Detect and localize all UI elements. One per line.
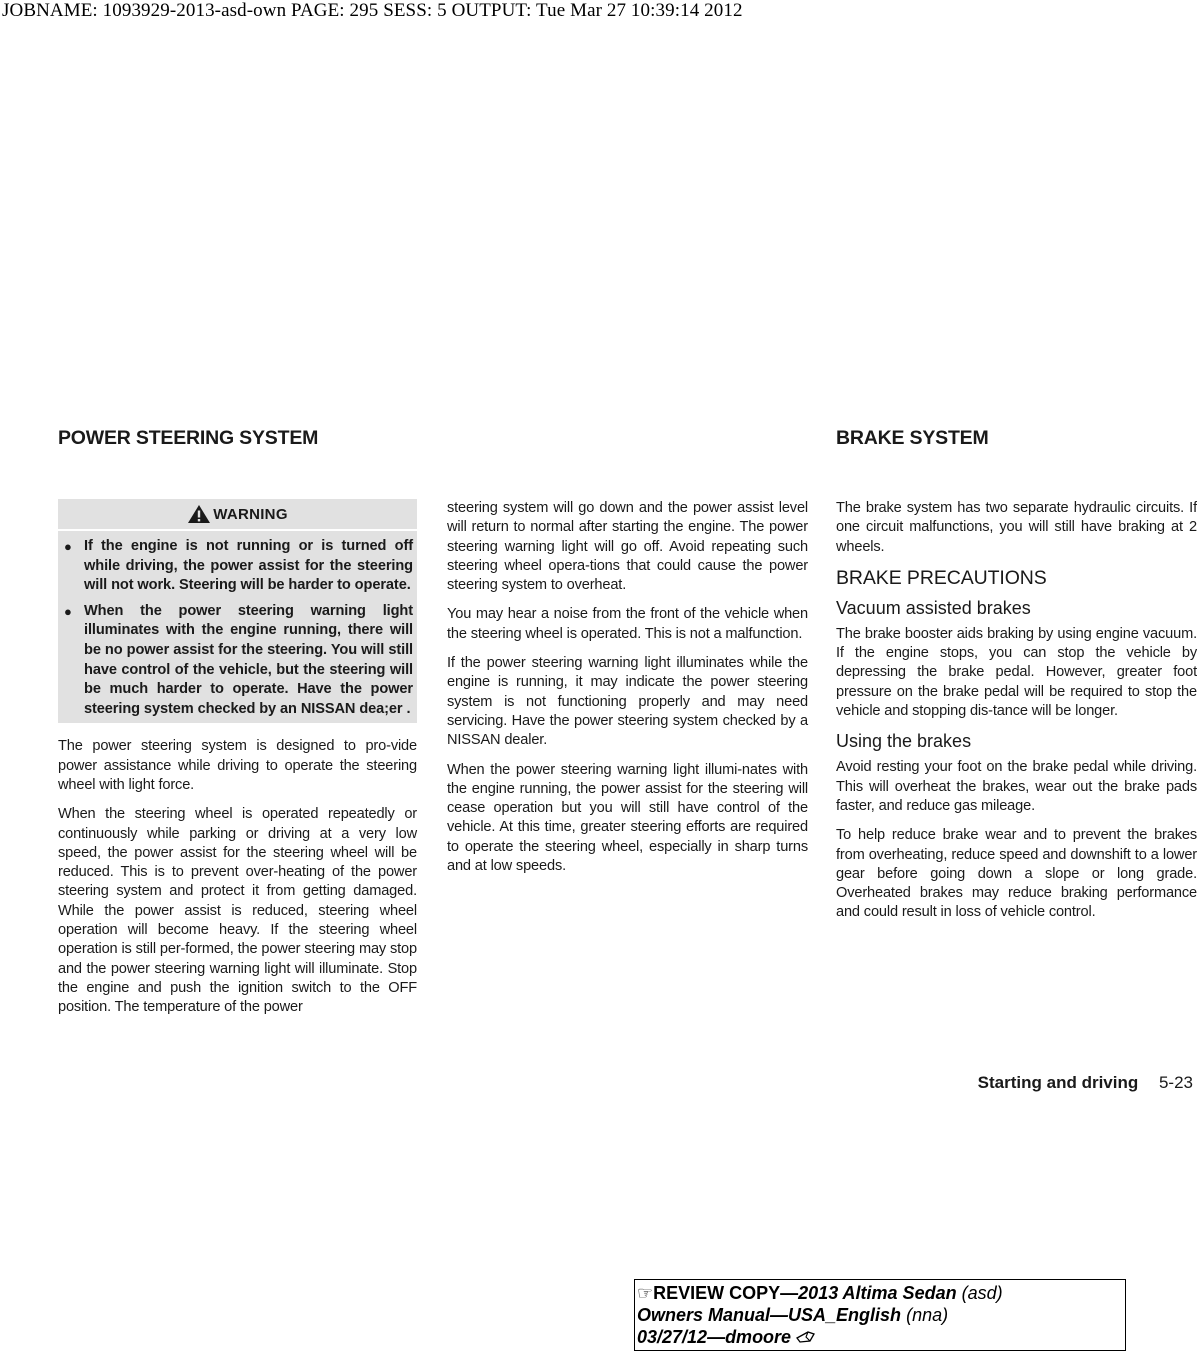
body-paragraph: The brake system has two separate hydraulic circuits. If one circuit malfunctions, you will still have braking at 2 wheels. [836,500,1197,555]
body-paragraph: You may hear a noise from the front of the vehicle when the steering wheel is operated. This is not a malfunction. [447,606,808,642]
warning-item-text: If the engine is not running or is turned off while driving, the power assist for the steering will not work. Steering will be harder to operate. [84,538,413,594]
subheading-using-the-brakes: Using the brakes [836,731,972,752]
body-paragraph: When the steering wheel is operated repeatedly or continuously while parking or driving at a very low speed, the power assist for the steering wheel will be reduced. This is to prevent over-heating of the power steering system and protect it from getting damaged. While the power assist is reduced, steering wheel operation will become heavy. If the steering wheel operation is still per-formed, the power steering may stop and the power steering warning light will illuminate. Stop the engine and push the ignition switch to the OFF position. The temperature of the power [58,806,417,1016]
page-number: 5-23 [1158,1073,1193,1092]
bullet-icon: ● [64,539,72,554]
left-column [58,499,417,1028]
review-model-code: (asd) [961,1283,1003,1303]
warning-item [62,602,413,720]
body-paragraph: The brake booster aids braking by using engine vacuum. If the engine stops, you can stop the vehicle by depressing the brake pedal. However, greater foot pressure on the brake pedal will be required to stop the vehicle and stopping dis-tance will be longer. [836,625,1197,720]
review-prefix: REVIEW COPY— [653,1283,799,1303]
job-header: JOBNAME: 1093929-2013-asd-own PAGE: 295 SESS: 5 OUTPUT: Tue Mar 27 10:39:14 2012 [2,0,743,21]
review-date: 03/27/12—dmoore [637,1327,792,1347]
section-title-brake-system: BRAKE SYSTEM [836,427,989,449]
body-paragraph: When the power steering warning light illumi-nates with the engine running, the power assist for the steering will cease operation but you will still have control of the vehicle. At this time, greater steering efforts are required to operate the steering wheel, especially in sharp turns and at low speeds. [447,761,808,875]
warning-header [58,499,417,531]
warning-heading: WARNING [213,505,288,523]
writing-hand-icon [796,1330,816,1344]
body-paragraph: steering system will go down and the power assist level will return to normal after starting the engine. The power steering warning light will go off. Avoid repeating such steering wheel opera-tions that could cause the power steering system to overheat. [447,500,808,594]
body-paragraph: To help reduce brake wear and to prevent the brakes from overheating, reduce speed and downshift to a lower gear before going down a slope or long grade. Overheated brakes may reduce braking performance and could result in loss of vehicle control. [836,827,1197,921]
review-model: 2013 Altima Sedan [798,1283,957,1303]
body-paragraph: The power steering system is designed to pro-vide power assistance while driving to operate the steering wheel with light force. [58,738,417,793]
body-paragraph: Avoid resting your foot on the brake pedal while driving. This will overheat the brakes, wear out the brake pads faster, and reduce gas mileage. [836,759,1197,814]
review-copy-box [634,1279,1126,1351]
subheading-brake-precautions: BRAKE PRECAUTIONS [836,566,1047,589]
warning-item-text: When the power steering warning light illuminates with the engine running, there will be no power assist for the steering. You will still have control of the vehicle, but the steering will be much harder to operate. Have the power steering system checked by an NISSAN dea;er . [84,602,413,717]
right-column [836,499,1197,933]
warning-triangle-icon [187,504,211,524]
body-paragraph: If the power steering warning light illuminates while the engine is running, it may indicate the power steering system is not functioning properly and may need servicing. Have the power steering system checked by a NISSAN dealer. [447,655,808,749]
section-title-power-steering: POWER STEERING SYSTEM [58,427,319,449]
review-manual: Owners Manual—USA_English [637,1305,902,1325]
page-footer [978,1073,1193,1093]
subheading-vacuum-assisted-brakes: Vacuum assisted brakes [836,597,1031,618]
bullet-icon: ● [64,603,72,619]
warning-list [62,537,413,719]
review-manual-code: (nna) [906,1305,949,1325]
warning-box [58,499,417,723]
pointing-hand-icon: ☞ [637,1283,654,1303]
chapter-name: Starting and driving [977,1073,1139,1092]
warning-item [62,537,413,596]
middle-column [447,499,808,886]
